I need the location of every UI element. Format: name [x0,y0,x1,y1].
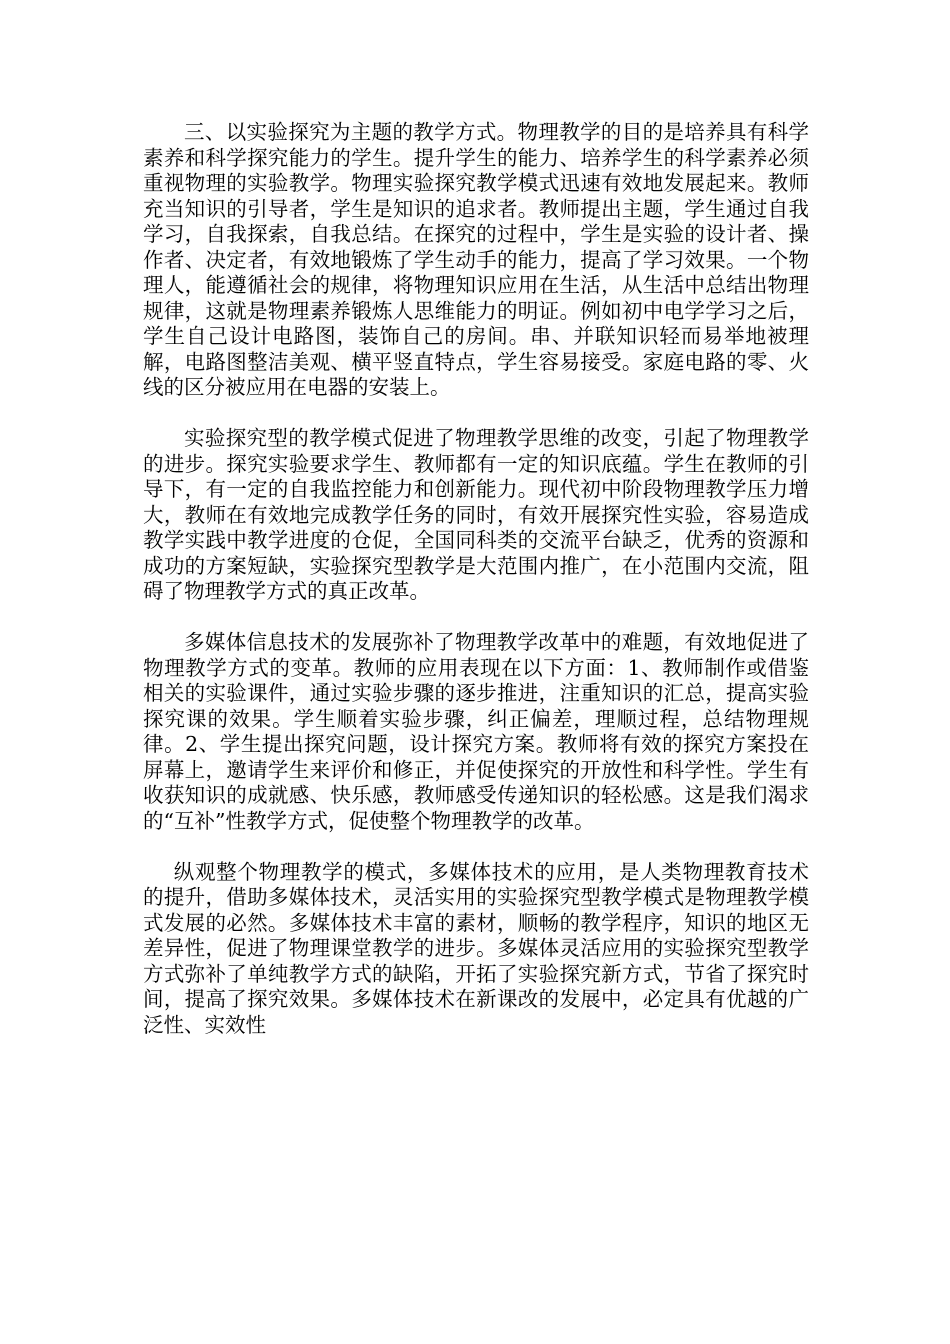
paragraph-experimental-inquiry: 三、以实验探究为主题的教学方式。物理教学的目的是培养具有科学素养和科学探究能力的学生。提升学生的能力、培养学生的科学素养必须重视物理的实验教学。物理实验探究教学模式迅速有效地发展起来。教师充当知识的引导者，学生是知识的追求者。教师提出主题，学生通过自我学习，自我探索，自我总结。在探究的过程中，学生是实验的设计者、操作者、决定者，有效地锻炼了学生动手的能力，提高了学习效果。一个物理人，能遵循社会的规律，将物理知识应用在生活，从生活中总结出物理规律，这就是物理素养锻炼人思维能力的明证。例如初中电学学习之后，学生自己设计电路图，装饰自己的房间。串、并联知识轻而易举地被理解，电路图整洁美观、横平竖直特点，学生容易接受。家庭电路的零、火线的区分被应用在电器的安装上。 [143,120,809,399]
document-body [143,120,809,1038]
paragraph-inquiry-model-impact: 实验探究型的教学模式促进了物理教学思维的改变，引起了物理教学的进步。探究实验要求学生、教师都有一定的知识底蕴。学生在教师的引导下，有一定的自我监控能力和创新能力。现代初中阶段物理教学压力增大，教师在有效地完成教学任务的同时，有效开展探究性实验，容易造成教学实践中教学进度的仓促，全国同科类的交流平台缺乏，优秀的资源和成功的方案短缺，实验探究型教学是大范围内推广，在小范围内交流，阻碍了物理教学方式的真正改革。 [143,426,809,603]
paragraph-conclusion: 纵观整个物理教学的模式，多媒体技术的应用，是人类物理教育技术的提升，借助多媒体技术，灵活实用的实验探究型教学模式是物理教学模式发展的必然。多媒体技术丰富的素材，顺畅的教学程序，知识的地区无差异性，促进了物理课堂教学的进步。多媒体灵活应用的实验探究型教学方式弥补了单纯教学方式的缺陷，开拓了实验探究新方式，节省了探究时间，提高了探究效果。多媒体技术在新课改的发展中，必定具有优越的广泛性、实效性 [143,859,809,1037]
paragraph-multimedia-technology: 多媒体信息技术的发展弥补了物理教学改革中的难题，有效地促进了物理教学方式的变革。教师的应用表现在以下方面：1、教师制作或借鉴相关的实验课件，通过实验步骤的逐步推进，注重知识的汇总，提高实验探究课的效果。学生顺着实验步骤，纠正偏差，理顺过程，总结物理规律。2、学生提出探究问题，设计探究方案。教师将有效的探究方案投在屏幕上，邀请学生来评价和修正，并促使探究的开放性和科学性。学生有收获知识的成就感、快乐感，教师感受传递知识的轻松感。这是我们渴求的“互补”性教学方式，促使整个物理教学的改革。 [143,630,809,833]
